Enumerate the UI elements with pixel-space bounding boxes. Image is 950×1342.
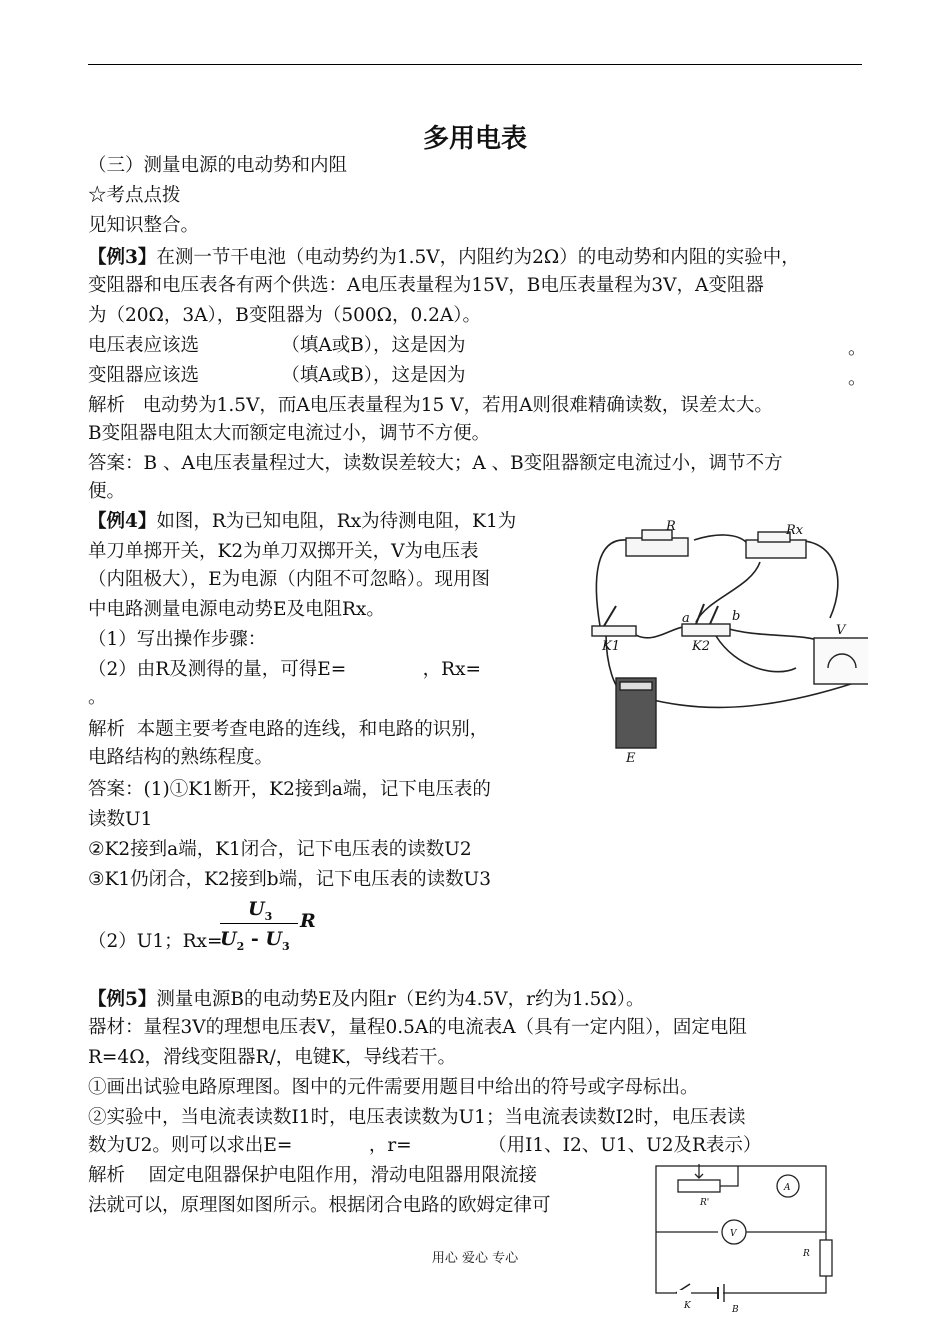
text-line: ②实验中，当电流表读数I1时，电压表读数为U1；当电流表读数I2时，电压表读 [88,1107,746,1128]
text-line: ②K2接到a端，K1闭合，记下电压表的读数U2 [88,839,472,860]
text-line: 法就可以，原理图如图所示。根据闭合电路的欧姆定律可 [88,1195,551,1216]
example4-line [88,508,568,536]
period: 。 [848,368,867,389]
text-line: （内阻极大），E为电源（内阻不可忽略）。现用图 [88,569,491,590]
analysis-line: 解析 电动势为1.5V，而A电压表量程为15 V，若用A则很难精确读数，误差太大。 [88,395,773,416]
example5-text: 测量电源B的电动势E及内阻r（E约为4.5V，r约为1.5Ω）。 [156,989,645,1010]
text-line: （1）写出操作步骤： [88,629,267,650]
formula-factor: R [300,910,316,932]
label-rx: Rx [786,523,804,538]
label-r-fixed: R [803,1249,810,1259]
example3-line [88,244,800,272]
question-voltmeter: 电压表应该选 （填A或B），这是因为 [88,335,466,356]
example3-label: 【例3】 [88,247,157,268]
analysis-line: 解析 本题主要考查电路的连线，和电路的识别， [88,719,489,740]
tips-heading: ☆考点点拨 [88,185,181,206]
text-line: 中电路测量电源电动势E及电阻Rx。 [88,599,385,620]
label-k2: K2 [692,639,710,654]
question-rheostat: 变阻器应该选 （填A或B），这是因为 [88,365,466,386]
text-line: 器材：量程3V的理想电压表V，量程0.5A的电流表A（具有一定内阻），固定电阻 [88,1017,747,1038]
label-v: V [836,623,846,638]
label-a-meter: A [784,1183,791,1193]
formula-numerator: $U_3$ [248,898,273,923]
label-r: R [666,519,676,534]
header-rule [88,64,862,65]
text-line: 便。 [88,481,126,502]
text-line: 。 [88,687,107,708]
rx-formula [218,898,318,958]
label-a: a [682,611,690,626]
label-v-meter: V [730,1229,737,1239]
formula-denominator: $U_2 - U_3$ [220,928,290,953]
text-line: 电路结构的熟练程度。 [88,747,274,768]
answer-line: 答案：B 、A电压表量程过大，读数误差较大；A 、B变阻器额定电流过小，调节不方 [88,453,783,474]
label-b: B [732,1305,739,1315]
example5-label: 【例5】 [88,989,157,1010]
text-line: 读数U1 [88,809,153,830]
example4-text: 如图，R为已知电阻，Rx为待测电阻，K1为 [156,511,517,532]
label-b: b [732,609,741,624]
page-footer: 用心 爱心 专心 [431,1251,519,1266]
label-k1: K1 [602,639,620,654]
text-line: ③K1仍闭合，K2接到b端，记下电压表的读数U3 [88,869,491,890]
text-line: （2）U1；Rx= [88,931,223,952]
text-line: ①画出试验电路原理图。图中的元件需要用题目中给出的符号或字母标出。 [88,1077,699,1098]
example4-label: 【例4】 [88,511,157,532]
label-rprime: R' [700,1198,710,1208]
text-line: 数为U2。则可以求出E= ，r= （用I1、I2、U1、U2及R表示） [88,1135,762,1156]
page-title: 多用电表 [422,124,527,154]
text-line: R=4Ω，滑线变阻器R/，电键K，导线若干。 [88,1047,457,1068]
text-line: B变阻器电阻太大而额定电流过小，调节不方便。 [88,423,491,444]
answer-line: 答案：(1)①K1断开，K2接到a端，记下电压表的 [88,779,491,800]
section-heading: （三）测量电源的电动势和内阻 [88,155,348,176]
text-line: （2）由R及测得的量，可得E= ，Rx= [88,659,482,680]
example3-text: 在测一节干电池（电动势约为1.5V，内阻约为2Ω）的电动势和内阻的实验中， [156,247,800,268]
text-line: 为（20Ω，3A），B变阻器为（500Ω，0.2A）。 [88,305,482,326]
text-line: 见知识整合。 [88,215,200,236]
period: 。 [848,338,867,359]
fraction-bar [220,923,298,924]
analysis-line: 解析 固定电阻器保护电阻作用，滑动电阻器用限流接 [88,1165,538,1186]
example5-line [88,986,644,1014]
label-e: E [626,751,636,766]
example5-circuit-figure [648,1160,838,1315]
text-line: 变阻器和电压表各有两个供选：A电压表量程为15V，B电压表量程为3V，A变阻器 [88,275,764,296]
example4-circuit-figure [586,518,868,768]
label-k: K [684,1301,691,1311]
text-line: 单刀单掷开关，K2为单刀双掷开关，V为电压表 [88,541,479,562]
